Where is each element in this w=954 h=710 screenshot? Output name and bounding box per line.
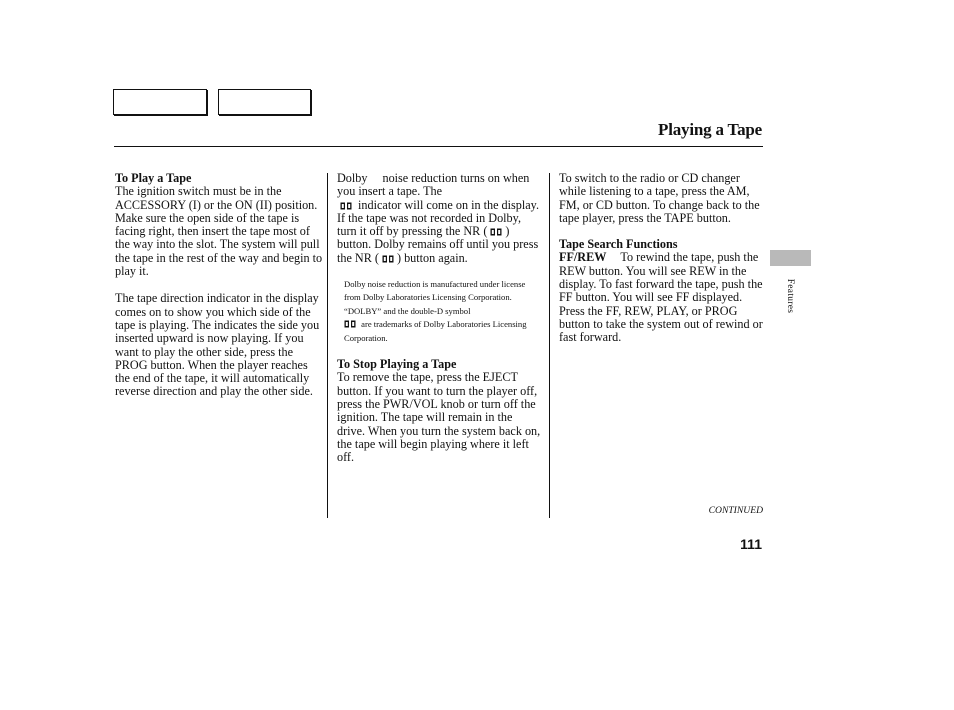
ff-rew-label: FF/REW [559, 250, 607, 265]
double-d-icon [382, 255, 394, 263]
dolby-text-5: ) button again. [396, 250, 468, 265]
double-d-icon [340, 202, 352, 210]
dolby-trademark-mark [371, 175, 378, 182]
double-d-icon [490, 228, 502, 236]
continued-label: CONTINUED [708, 505, 763, 516]
dolby-trademark-note [337, 278, 542, 345]
section-tab[interactable] [770, 250, 811, 266]
column-1 [115, 172, 325, 399]
section-heading-play-tape: To Play a Tape [115, 171, 192, 185]
dolby-note-1: Dolby noise reduction is manufactured under license from Dolby Laboratories Licensing Corporation. “DOLBY” and the double-D symbol [344, 279, 526, 316]
column-3 [559, 172, 764, 345]
double-d-icon [344, 320, 356, 328]
column-divider-1 [327, 173, 328, 518]
dolby-text-4: ) button. Dolby remains off until you press the NR ( [337, 224, 539, 265]
paragraph-play-tape-1: The ignition switch must be in the ACCESSORY (I) or the ON (II) position. Make sure the open side of the tape is facing right, then insert the tape most of the way into the slot. The system will pull the tape in the rest of the way and begin to play it. [115, 184, 323, 279]
dolby-text-1: Dolby [337, 171, 368, 185]
page-number: 111 [740, 536, 762, 552]
dolby-text-2: noise reduction turns on when you insert a tape. The [337, 171, 530, 199]
paragraph-play-tape-2: The tape direction indicator in the display comes on to show you which side of the tape is playing. The indicates the side you inserted upward is now playing. If you want to play the other side, press the PROG button. When the player reaches the end of the tape, it will automatically reverse direction and play the other side. [115, 291, 320, 399]
nav-button-1[interactable] [113, 89, 207, 115]
section-heading-tape-search: Tape Search Functions [559, 237, 678, 252]
paragraph-ff-rew [559, 251, 764, 344]
ff-rew-text: To rewind the tape, push the REW button. You will see REW in the display. To fast forward the tape, push the FF button. You will see FF displayed. Press the FF, REW, PLAY, or PROG button to take the system out of rewind or fast forward. [559, 250, 763, 345]
header-rule [114, 146, 763, 147]
paragraph-stop-tape: To remove the tape, press the EJECT button. If you want to turn the player off, press the PWR/VOL knob or turn off the ignition. The tape will remain in the drive. When you turn the system back on, the tape will begin playing where it left off. [337, 370, 541, 465]
column-2 [337, 172, 542, 464]
section-heading-stop-tape: To Stop Playing a Tape [337, 357, 457, 372]
paragraph-dolby [337, 172, 542, 265]
paragraph-switch-source: To switch to the radio or CD changer while listening to a tape, press the AM, FM, or CD button. To change back to the tape player, press the TAPE button. [559, 171, 760, 225]
section-tab-label: Features [785, 278, 795, 314]
page-title: Playing a Tape [658, 120, 762, 139]
nav-button-2[interactable] [218, 89, 311, 115]
dolby-text-3: indicator will come on in the display. If the tape was not recorded in Dolby, turn it off by pressing the NR ( [337, 197, 540, 239]
dolby-note-2: are trademarks of Dolby Laboratories Licensing Corporation. [344, 319, 527, 343]
column-divider-2 [549, 173, 550, 518]
